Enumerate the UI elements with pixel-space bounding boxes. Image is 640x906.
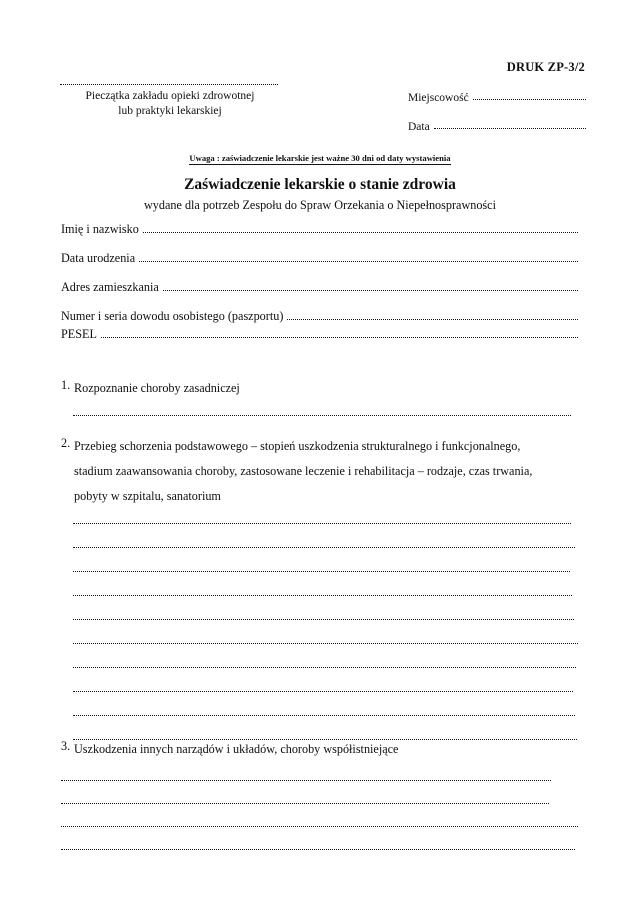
section-3-heading <box>61 737 578 762</box>
section-2-heading-line-1: Przebieg schorzenia podstawowego – stopień uszkodzenia strukturalnego i funkcjonalnego, <box>74 439 521 453</box>
section-1-heading-line-1: Rozpoznanie choroby zasadniczej <box>74 381 240 395</box>
section-2-answer-line[interactable] <box>73 619 574 620</box>
validity-notice-text: Uwaga : zaświadczenie lekarskie jest ważne 30 dni od daty wystawienia <box>189 153 451 163</box>
document-subtitle: wydane dla potrzeb Zespołu do Spraw Orzekania o Niepełnosprawności <box>144 198 496 212</box>
field-id-number[interactable] <box>61 306 578 324</box>
date-input-line[interactable] <box>434 127 586 129</box>
place-field[interactable] <box>408 92 586 104</box>
field-pesel[interactable] <box>61 324 578 342</box>
place-label: Miejscowość <box>408 92 469 104</box>
section-2-number: 2. <box>61 436 71 450</box>
form-code: DRUK ZP-3/2 <box>506 60 585 74</box>
section-2-answer-line[interactable] <box>73 523 571 524</box>
validity-notice <box>0 153 640 163</box>
section-3-number: 3. <box>61 739 71 753</box>
clinic-stamp-dotted-rule <box>60 84 278 85</box>
field-name-label: Imię i nazwisko <box>61 222 139 236</box>
section-1-heading <box>61 376 578 401</box>
section-3 <box>61 737 578 872</box>
section-2-heading <box>61 434 578 509</box>
field-name-input-line[interactable] <box>143 231 578 233</box>
field-birthdate[interactable] <box>61 248 578 266</box>
section-2-answer-line[interactable] <box>73 571 570 572</box>
document-title: Zaświadczenie lekarskie o stanie zdrowia <box>184 176 456 193</box>
clinic-stamp-label-line1: Pieczątka zakładu opieki zdrowotnej <box>85 90 255 102</box>
field-pesel-input-line[interactable] <box>101 336 578 338</box>
section-3-answer-line[interactable] <box>61 826 578 827</box>
section-1-answer-line[interactable] <box>73 415 571 416</box>
section-3-answer-line[interactable] <box>61 849 575 850</box>
section-2-answer-line[interactable] <box>73 691 573 692</box>
date-label: Data <box>408 121 430 133</box>
section-2-heading-line-3: pobyty w szpitalu, sanatorium <box>74 489 221 503</box>
field-address[interactable] <box>61 277 578 295</box>
section-1-number: 1. <box>61 378 71 392</box>
section-2-answer-line[interactable] <box>73 715 575 716</box>
place-input-line[interactable] <box>473 98 586 100</box>
section-2-heading-line-2: stadium zaawansowania choroby, zastosowane leczenie i rehabilitacja – rodzaje, czas trwania, <box>74 464 533 478</box>
place-date-fields <box>408 92 586 150</box>
section-2-answer-line[interactable] <box>73 547 575 548</box>
field-address-label: Adres zamieszkania <box>61 280 159 294</box>
section-3-heading-line-1: Uszkodzenia innych narządów i układów, choroby współistniejące <box>74 742 399 756</box>
field-id-number-label: Numer i seria dowodu osobistego (paszportu) <box>61 309 284 323</box>
section-1-answer-area[interactable] <box>73 415 578 416</box>
clinic-stamp-area <box>60 84 280 119</box>
section-3-answer-area[interactable] <box>61 780 578 850</box>
field-name[interactable] <box>61 219 578 237</box>
field-id-number-input-line[interactable] <box>287 318 578 320</box>
section-2-answer-line[interactable] <box>73 643 578 644</box>
field-birthdate-label: Data urodzenia <box>61 251 136 265</box>
section-1 <box>61 376 578 416</box>
field-pesel-label: PESEL <box>61 327 97 341</box>
section-2 <box>61 434 578 763</box>
field-birthdate-input-line[interactable] <box>139 260 578 262</box>
personal-data-block <box>61 219 578 353</box>
clinic-stamp-label-line2: lub praktyki lekarskiej <box>118 105 222 117</box>
section-2-answer-area[interactable] <box>73 523 578 740</box>
section-3-answer-line[interactable] <box>61 803 549 804</box>
section-2-answer-line[interactable] <box>73 667 576 668</box>
date-field[interactable] <box>408 121 586 133</box>
section-3-answer-line[interactable] <box>61 780 551 781</box>
field-address-input-line[interactable] <box>163 289 578 291</box>
section-2-answer-line[interactable] <box>73 595 572 596</box>
